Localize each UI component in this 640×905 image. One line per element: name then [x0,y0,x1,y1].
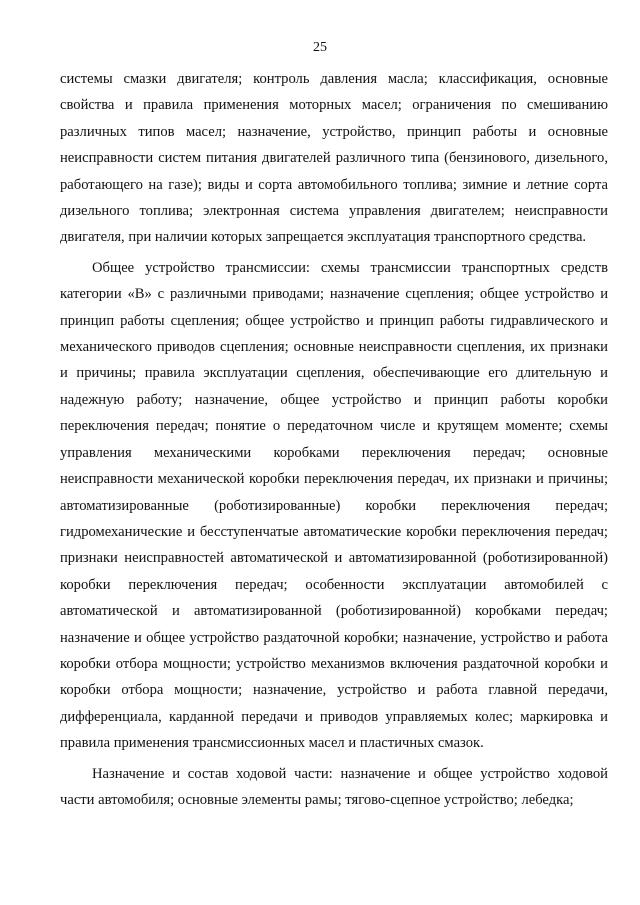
paragraph-transmission: Общее устройство трансмиссии: схемы трансмиссии транспортных средств категории «В» с различными приводами; назначение сцепления; общее устройство и принцип работы сцепления; общее устройство и принцип работы гидравлического и механического приводов сцепления; основные неисправности сцепления, их признаки и причины; правила эксплуатации сцепления, обеспечивающие его длительную и надежную работу; назначение, общее устройство и принцип работы коробки переключения передач; понятие о передаточном числе и крутящем моменте; схемы управления механическими коробками переключения передач; основные неисправности механической коробки переключения передач, их признаки и причины; автоматизированные (роботизированные) коробки переключения передач; гидромеханические и бесступенчатые автоматические коробки переключения передач; признаки неисправностей автоматической и автоматизированной (роботизированной) коробки переключения передач; особенности эксплуатации автомобилей с автоматической и автоматизированной (роботизированной) коробками передач; назначение и общее устройство раздаточной коробки; назначение, устройство и работа коробки отбора мощности; устройство механизмов включения раздаточной коробки и коробки отбора мощности; назначение, устройство и работа главной передачи, дифференциала, карданной передачи и приводов управляемых колес; маркировка и правила применения трансмиссионных масел и пластичных смазок. [60,259,608,752]
paragraph-engine-continuation: системы смазки двигателя; контроль давления масла; классификация, основные свойства и правила применения моторных масел; ограничения по смешиванию различных типов масел; назначение, устройство, принцип работы и основные неисправности систем питания двигателей различного типа (бензинового, дизельного, работающего на газе); виды и сорта автомобильного топлива; зимние и летние сорта дизельного топлива; электронная система управления двигателем; неисправности двигателя, при наличии которых запрещается эксплуатация транспортного средства. [60,71,608,246]
paragraph-running-gear: Назначение и состав ходовой части: назначение и общее устройство ходовой части автомобиля; основные элементы рамы; тягово-сцепное устройство; лебедка; [60,765,608,808]
page-body [60,66,608,813]
page-number: 25 [313,40,327,55]
